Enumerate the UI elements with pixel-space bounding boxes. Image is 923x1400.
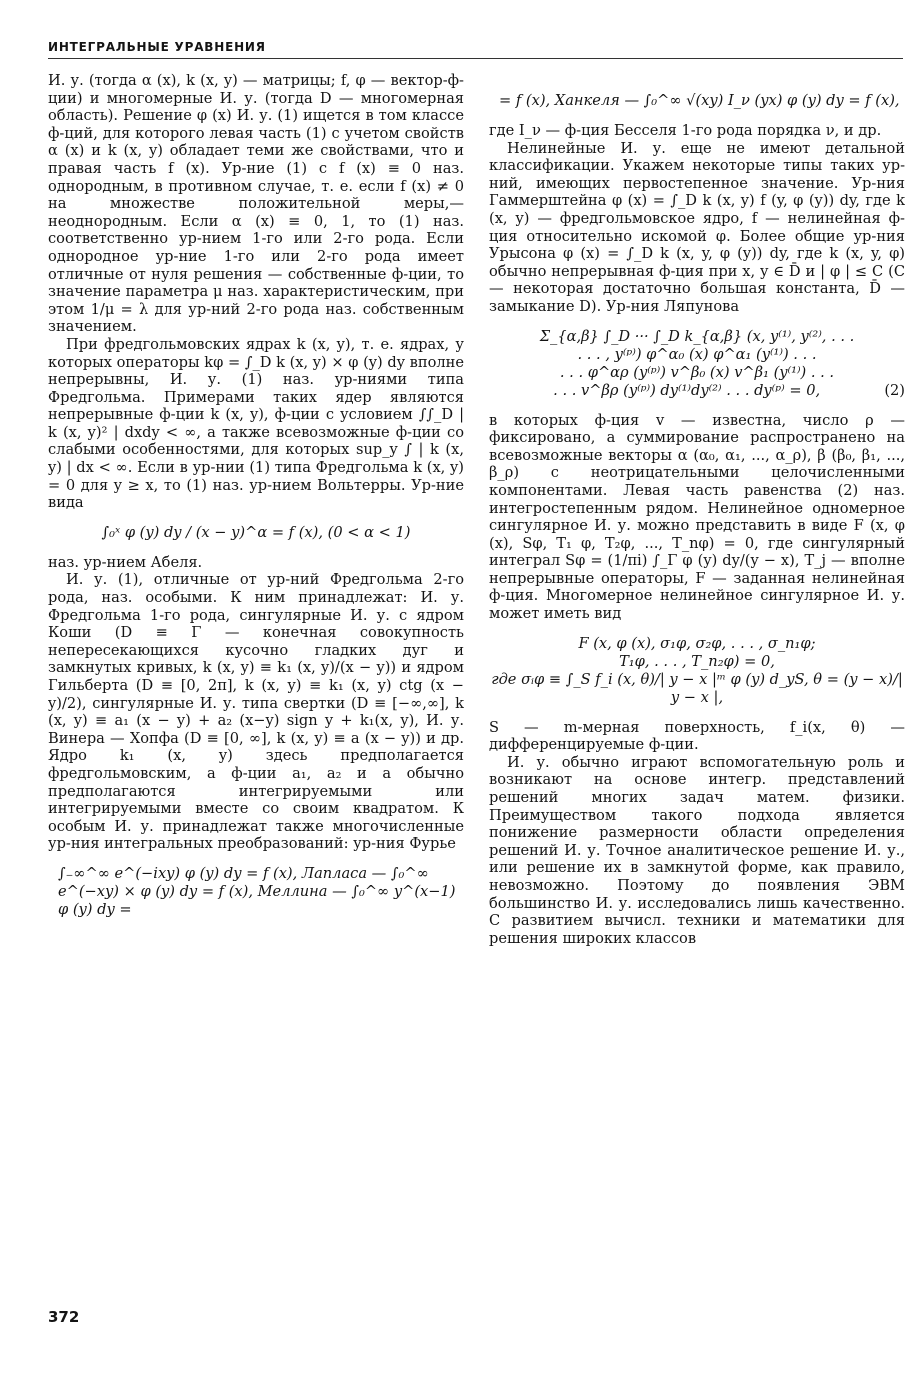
abel-equation: ∫₀ˣ φ (y) dy / (x − y)^α = f (x), (0 < α < 1) <box>101 523 411 541</box>
page-number: 372 <box>48 1308 80 1326</box>
right-paragraph-1: где I_ν — ф-ция Бесселя 1-го рода порядка ν, и др. <box>489 122 882 139</box>
lyapunov-line-1: Σ_{α,β} ∫_D ··· ∫_D k_{α,β} (x, y⁽¹⁾, y⁽²⁾, . . . <box>539 327 855 345</box>
header-rule <box>48 58 903 59</box>
fourier-laplace-mellin-formula: ∫₋∞^∞ e^(−ixy) φ (y) dy = f (x), Лапласа — ∫₀^∞ e^(−xy) × φ (y) dy = f (x), Меллина — ∫₀^∞ y^(x−1) φ (y) dy = <box>58 864 456 918</box>
left-paragraph-3: наз. ур-нием Абеля. <box>48 553 203 571</box>
running-head: ИНТЕГРАЛЬНЫЕ УРАВНЕНИЯ <box>48 40 266 54</box>
left-column <box>48 72 464 1327</box>
left-paragraph-1: И. у. (тогда α (x), k (x, y) — матрицы; f, φ — вектор-ф-ции) и многомерные И. у. (тогда D — многомерная область). Решение φ (x) И. у. (1) ищется в том классе ф-ций, для которого левая часть (1) с учетом свойств α (x) и k (x, y) обладает теми же свойствами, что и правая часть f (x). Ур-ние (1) с f (x) ≡ 0 наз. однородным, в противном случае, т. е. если f (x) ≠ 0 на множестве положительной меры,— неоднородным. Если α (x) ≡ 0, 1, то (1) наз. соответственно ур-нием 1-го или 2-го рода. Если однородное ур-ние 1-го или 2-го рода имеет отличные от нуля решения — собственные ф-ции, то значение параметра μ наз. характеристическим, при этом 1/μ = λ для ур-ний 2-го рода наз. собственным значением. <box>48 72 464 336</box>
right-paragraph-3: в которых ф-ция v — известна, число ρ — фиксировано, а суммирование распространено на всевозможные векторы α (α₀, α₁, ..., α_ρ), β (β₀, β₁, ..., β_ρ) с неотрицательными целочисленными компонентами. Левая часть равенства (2) наз. интегростепенным рядом. Нелинейное одномерное сингулярное И. у. можно представить в виде F (x, φ (x), Sφ, T₁ φ, T₂φ, ..., T_nφ) = 0, где сингулярный интеграл Sφ = (1/πi) ∫_Γ φ (y) dy/(y − x), T_j — вполне непрерывные операторы, F — заданная нелинейная ф-ция. Многомерное нелинейное сингулярное И. у. может иметь вид <box>489 411 905 623</box>
left-paragraph-2: При фредгольмовских ядрах k (x, y), т. е. ядрах, у которых операторы kφ = ∫_D k (x, y) × φ (y) dy вполне непрерывны, И. у. (1) наз. ур-ниями типа Фредгольма. Примерами таких ядер являются непрерывные ф-ции k (x, y), ф-ции с условием ∫∫_D | k (x, y)² | dxdy < ∞, а также всевозможные ф-ции со слабыми особенностями, для которых sup_y ∫ | k (x, y) | dx < ∞. Если в ур-нии (1) типа Фредгольма k (x, y) = 0 для y ≥ x, то (1) наз. ур-нием Вольтерры. Ур-ние вида <box>48 335 464 512</box>
hankel-formula: = f (x), Ханкеля — ∫₀^∞ √(xy) I_ν (yx) φ (y) dy = f (x), <box>499 92 900 109</box>
right-paragraph-2: Нелинейные И. у. еще не имеют детальной классификации. Укажем некоторые типы таких ур-ний, имеющих первостепенное значение. Ур-ния Гаммерштейна φ (x) = ∫_D k (x, y) f (y, φ (y)) dy, где k (x, y) — фредгольмовское ядро, f — нелинейная ф-ция относительно искомой φ. Более общие ур-ния Урысона φ (x) = ∫_D k (x, y, φ (y)) dy, где k (x, y, φ) обычно непрерывная ф-ция при x, y ∈ D̄ и | φ | ≤ C (C — некоторая достаточно большая константа, D̄ — замыкание D). Ур-ния Ляпунова <box>489 139 905 315</box>
multidim-singular-equation <box>489 635 905 707</box>
equation-number-2: (2) <box>884 381 905 399</box>
right-paragraph-4: S — m-мерная поверхность, f_i(x, θ) — дифференцируемые ф-ции. <box>489 718 905 754</box>
multidim-line-1: F (x, φ (x), σ₁φ, σ₂φ, . . . , σ_n₁φ; <box>578 634 816 652</box>
lyapunov-line-4: . . . v^βρ (y⁽ᵖ⁾) dy⁽¹⁾dy⁽²⁾ . . . dy⁽ᵖ⁾ = 0, <box>553 381 821 399</box>
lyapunov-equation <box>489 328 905 400</box>
left-paragraph-4: И. у. (1), отличные от ур-ний Фредгольма 2-го рода, наз. особыми. К ним принадлежат: И. у. Фредгольма 1-го рода, сингулярные И. у. с ядром Коши (D ≡ Γ — конечная совокупность непересекающихся кусочно гладких дуг и замкнутых кривых, k (x, y) ≡ k₁ (x, y)/(x − y)) и ядром Гильберта (D ≡ [0, 2π], k (x, y) ≡ k₁ (x, y) ctg (x − y)/2), сингулярные И. у. типа свертки (D ≡ [−∞,∞], k (x, y) ≡ a₁ (x − y) + a₂ (x−y) sign y + k₁(x, y), И. у. Винера — Хопфа (D ≡ [0, ∞], k (x, y) ≡ a (x − y)) и др. Ядро k₁ (x, y) здесь предполагается фредгольмовским, а ф-ции a₁, a₂ и a обычно предполагаются интегрируемыми или интегрируемыми вместе со своим квадратом. К особым И. у. принадлежат также многочисленные ур-ния интегральных преобразований: ур-ния Фурье <box>48 571 464 853</box>
right-paragraph-5: И. у. обычно играют вспомогательную роль и возникают на основе интегр. представлений решений многих задач матем. физики. Преимуществом такого подхода является понижение размерности области определения решений И. у. Точное аналитическое решение И. у., или решение их в замкнутой форме, как правило, невозможно. Поэтому до появления ЭВМ большинство И. у. исследовались лишь качественно. С развитием вычисл. техники и математики для решения широких классов <box>489 753 905 947</box>
lyapunov-line-2: . . . , y⁽ᵖ⁾) φ^α₀ (x) φ^α₁ (y⁽¹⁾) . . . <box>577 345 817 363</box>
lyapunov-line-3: . . . φ^αρ (y⁽ᵖ⁾) v^β₀ (x) v^β₁ (y⁽¹⁾) . . . <box>559 363 835 381</box>
multidim-line-2: T₁φ, . . . , T_n₂φ) = 0, <box>619 652 775 670</box>
right-column <box>489 72 905 1327</box>
multidim-line-3: где σᵢφ ≡ ∫_S f_i (x, θ)/| y − x |ᵐ φ (y) d_yS, θ = (y − x)/| y − x |, <box>491 670 903 706</box>
